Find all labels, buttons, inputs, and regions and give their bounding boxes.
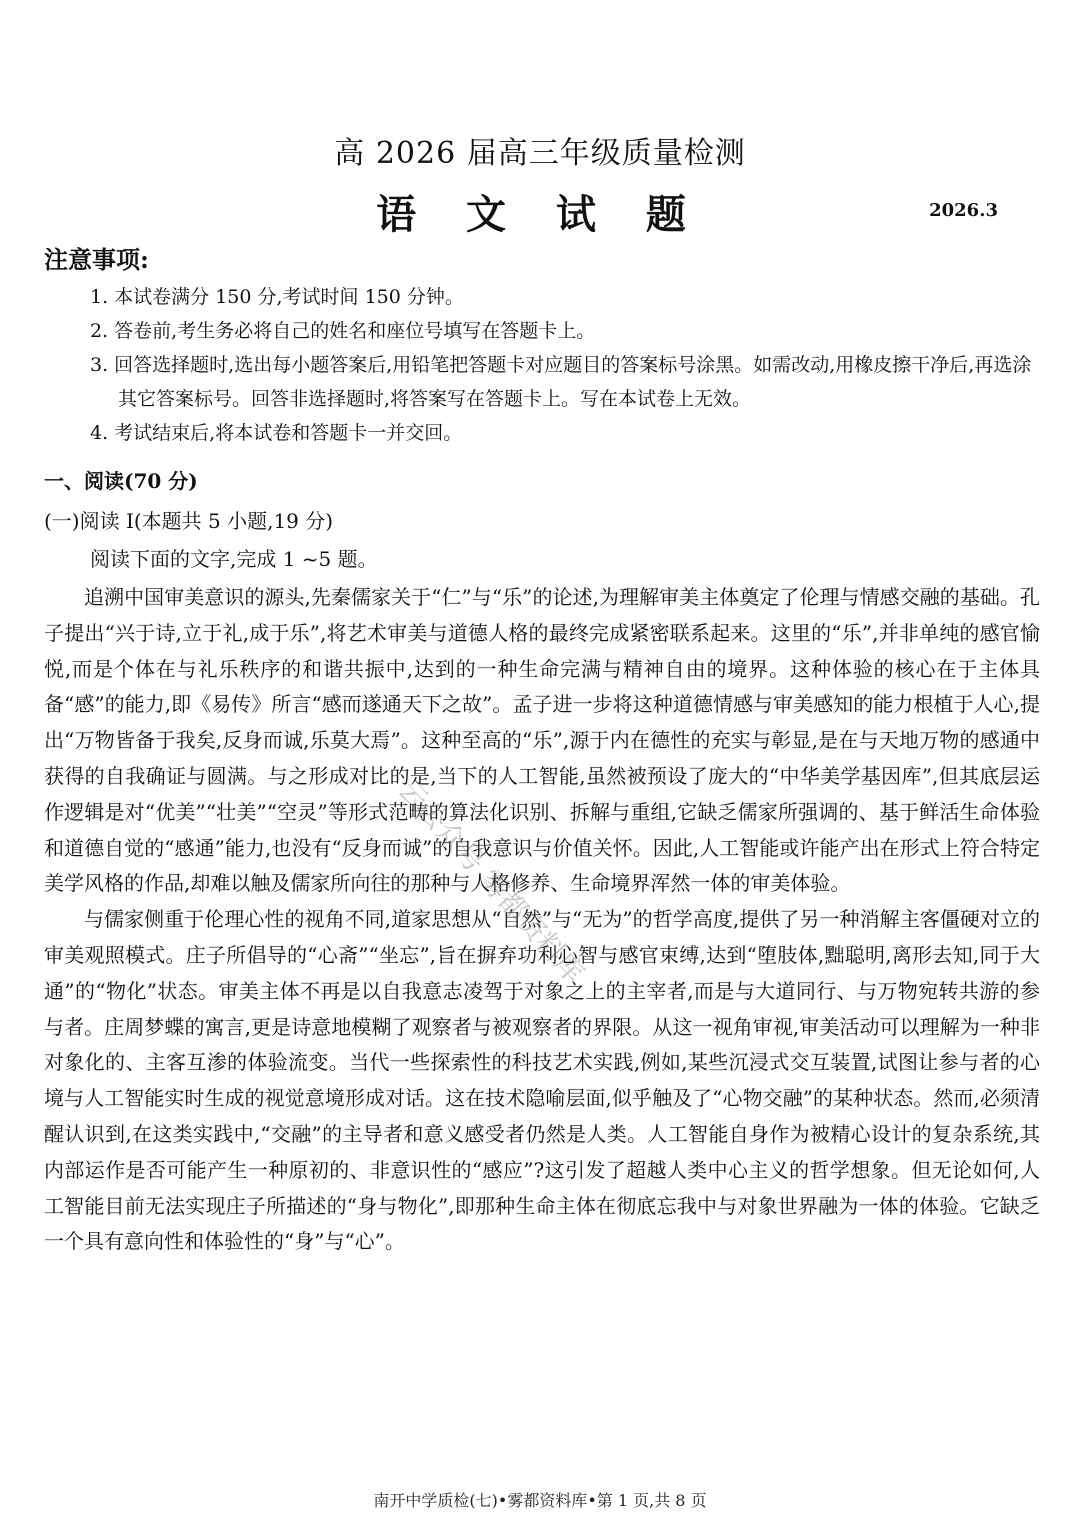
passage-paragraph: 追溯中国审美意识的源头,先秦儒家关于“仁”与“乐”的论述,为理解审美主体奠定了伦理与情感交融的基础。孔子提出“兴于诗,立于礼,成于乐”,将艺术审美与道德人格的最终完成紧密联系起来。这里的“乐”,并非单纯的感官愉悦,而是个体在与礼乐秩序的和谐共振中,达到的一种生命完满与精神自由的境界。这种体验的核心在于主体具备“感”的能力,即《易传》所言“感而遂通天下之故”。孟子进一步将这种道德情感与审美感知的能力根植于人心,提出“万物皆备于我矣,反身而诚,乐莫大焉”。这种至高的“乐”,源于内在德性的充实与彰显,是在与天地万物的感通中获得的自我确证与圆满。与之形成对比的是,当下的人工智能,虽然被预设了庞大的“中华美学基因库”,但其底层运作逻辑是对“优美”“壮美”“空灵”等形式范畴的算法化识别、拆解与重组,它缺乏儒家所强调的、基于鲜活生命体验和道德自觉的“感通”能力,也没有“反身而诚”的自我意识与价值关怀。因此,人工智能或许能产出在形式上符合特定美学风格的作品,却难以触及儒家所向往的那种与人格修养、生命境界浑然一体的审美体验。 [44,585,1040,896]
passage-paragraph: 与儒家侧重于伦理心性的视角不同,道家思想从“自然”与“无为”的哲学高度,提供了另一种消解主客僵硬对立的审美观照模式。庄子所倡导的“心斋”“坐忘”,旨在摒弃功利心智与感官束缚,达到“堕肢体,黜聪明,离形去知,同于大通”的“物化”状态。审美主体不再是以自我意志凌驾于对象之上的主宰者,而是与大道同行、与万物宛转共游的参与者。庄周梦蝶的寓言,更是诗意地模糊了观察者与被观察者的界限。从这一视角审视,审美活动可以理解为一种非对象化的、主客互渗的体验流变。当代一些探索性的科技艺术实践,例如,某些沉浸式交互装置,试图让参与者的心境与人工智能实时生成的视觉意境形成对话。这在技术隐喻层面,似乎触及了“心物交融”的某种状态。然而,必须清醒认识到,在这类实践中,“交融”的主导者和意义感受者仍然是人类。人工智能自身作为被精心设计的复杂系统,其内部运作是否可能产生一种原初的、非意识性的“感应”?这引发了超越人类中心主义的哲学想象。但无论如何,人工智能目前无法实现庄子所描述的“身与物化”,即那种生命主体在彻底忘我中与对象世界融为一体的体验。它缺乏一个具有意向性和体验性的“身”与“心”。 [44,907,1040,1254]
reading-instruction: 阅读下面的文字,完成 1 ~5 题。 [90,547,378,571]
page-footer: 南开中学质检(七)•雾都资料库•第 1 页,共 8 页 [373,1491,707,1510]
note-item: 3. 回答选择题时,选出每小题答案后,用铅笔把答题卡对应题目的答案标号涂黑。如需改动,用橡皮擦干净后,再选涂其它答案标号。回答非选择题时,将答案写在答题卡上。写在本试卷上无效。 [90,354,1032,410]
note-item: 1. 本试卷满分 150 分,考试时间 150 分钟。 [90,286,464,308]
section-heading: 一、阅读(70 分) [44,469,198,493]
notes-heading: 注意事项: [44,245,149,274]
note-item: 4. 考试结束后,将本试卷和答题卡一并交回。 [90,422,463,444]
notes-list [90,280,1045,450]
exam-date: 2026.3 [929,200,998,221]
note-item: 2. 答卷前,考生务必将自己的姓名和座位号填写在答题卡上。 [90,320,596,342]
subsection-heading: (一)阅读 I(本题共 5 小题,19 分) [44,509,334,533]
subject-title: 语 文 试 题 [376,191,704,238]
exam-title: 高 2026 届高三年级质量检测 [334,136,746,171]
watermark: 云公众号 雾都资料库 [391,773,591,990]
